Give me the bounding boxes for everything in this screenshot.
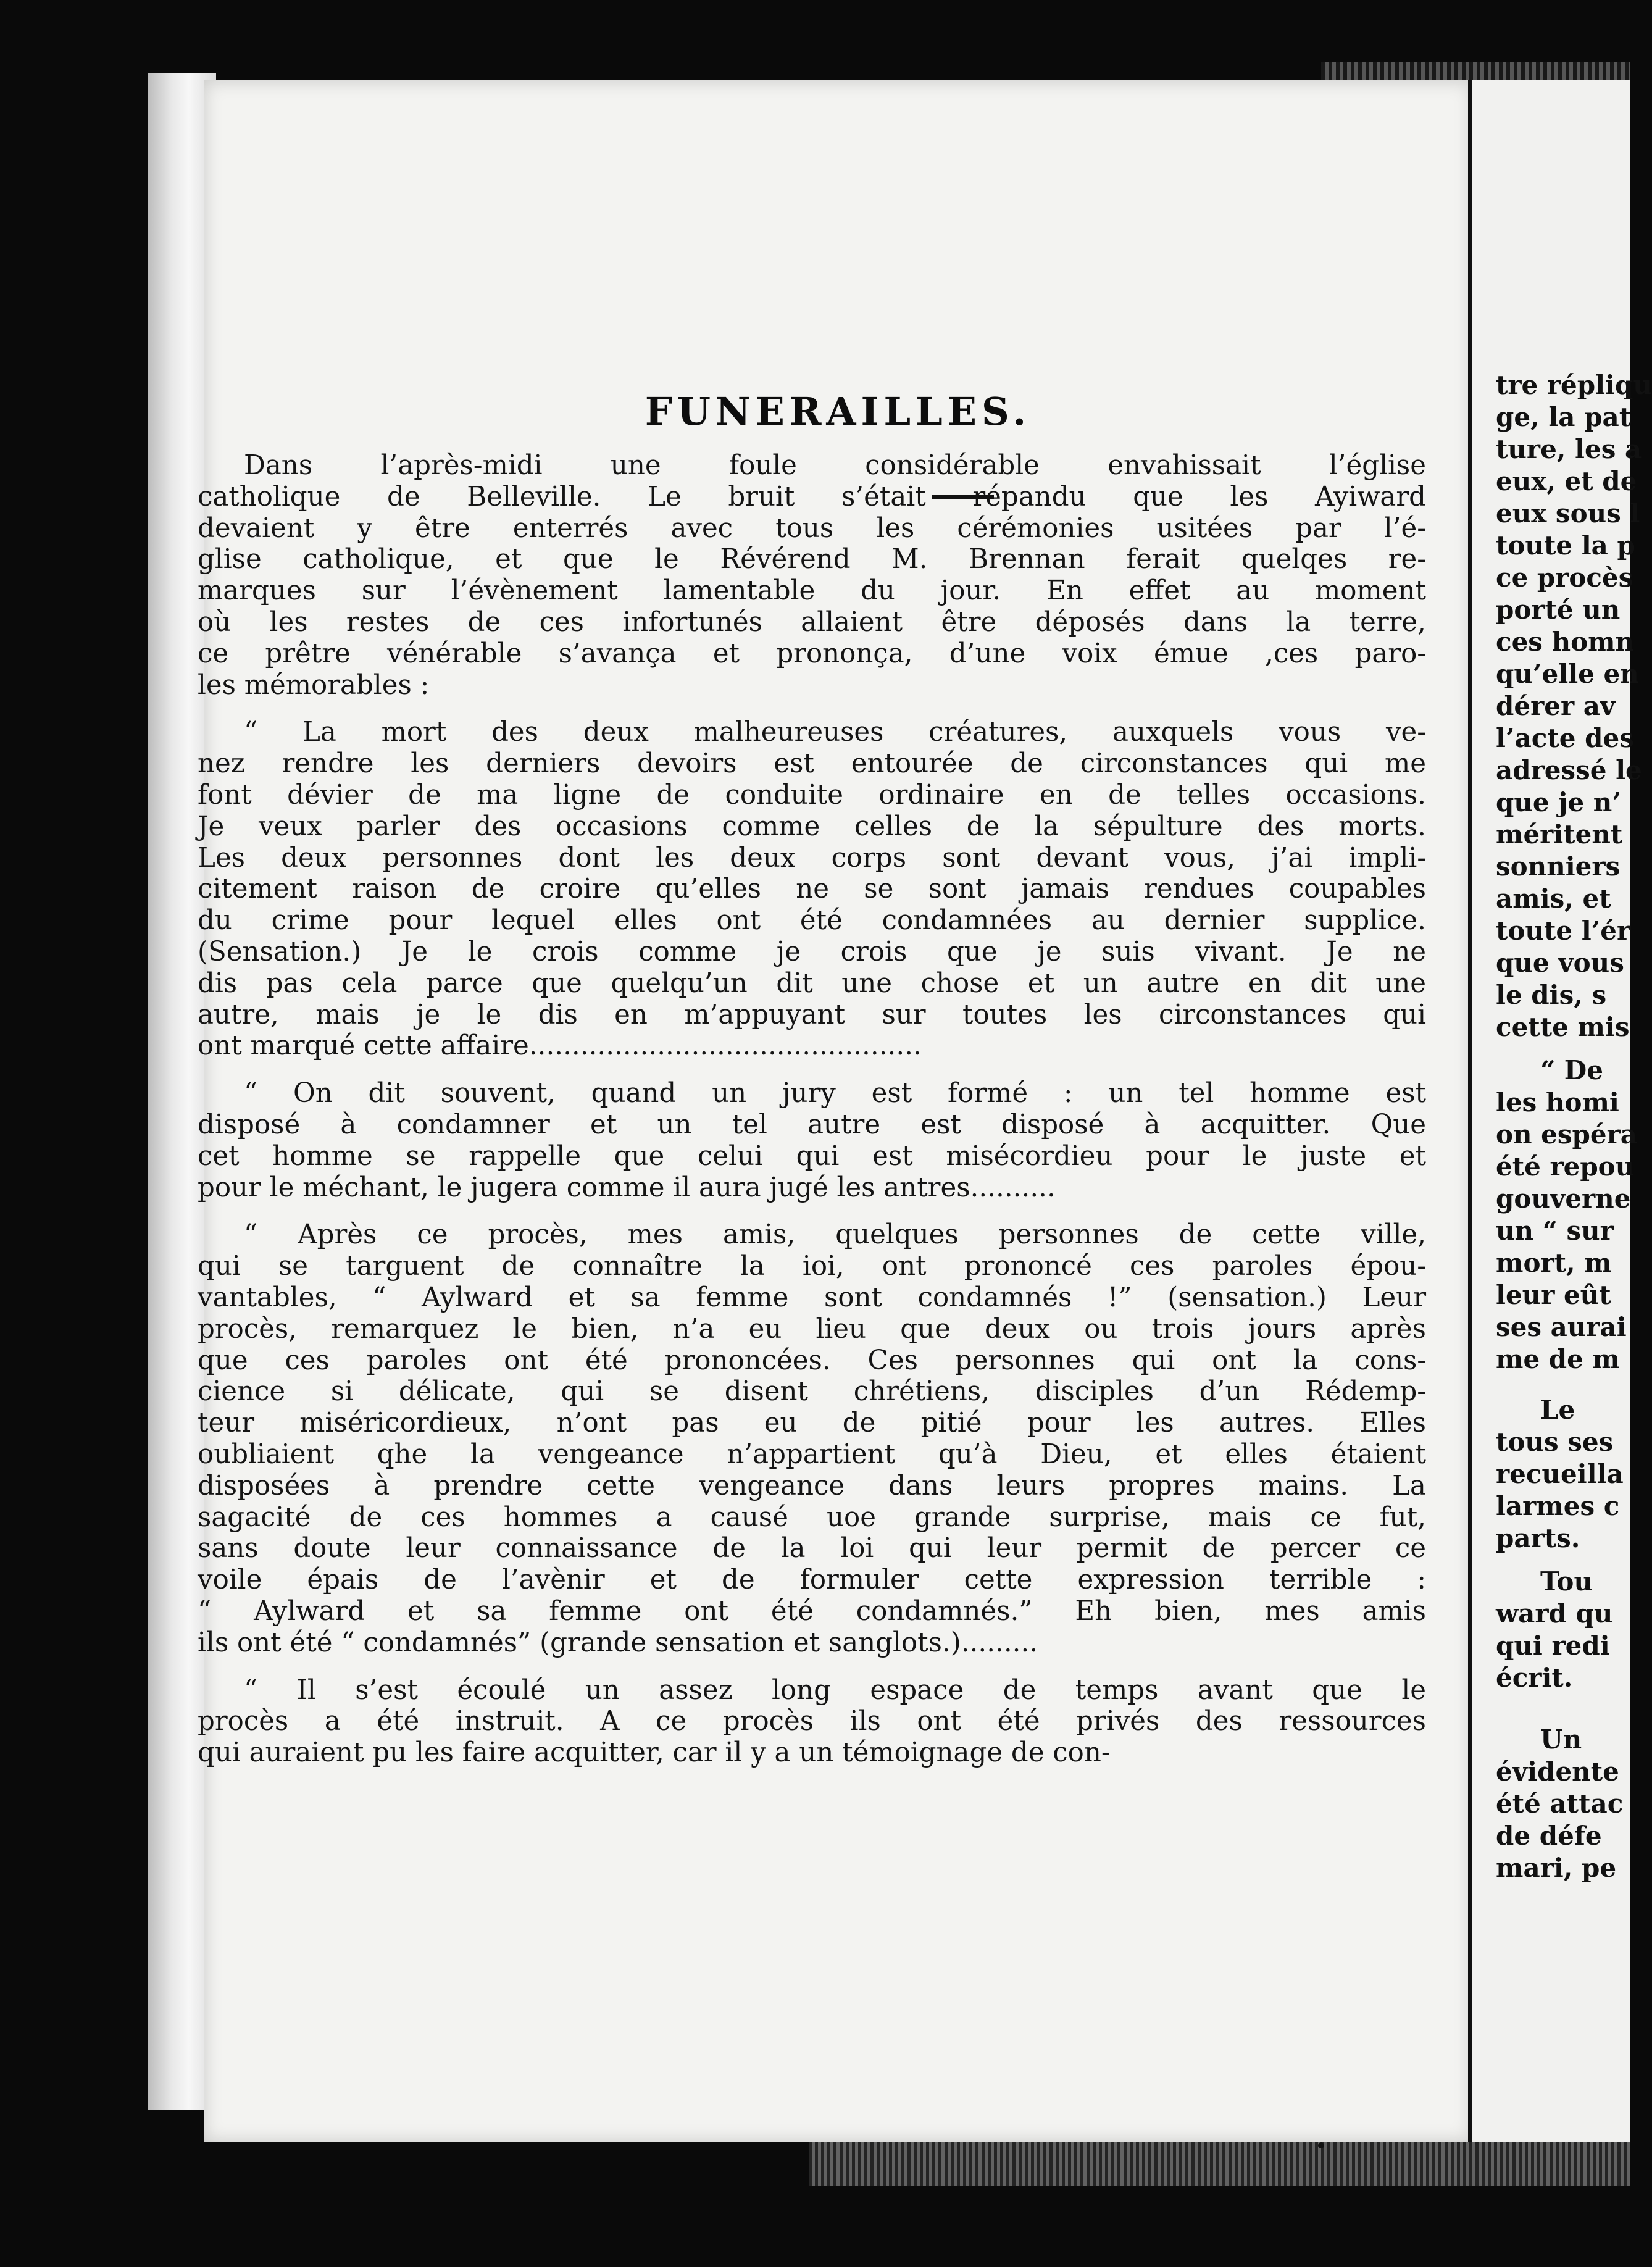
text-line: dis pas cela parce que quelqu’un dit une chose et un autre en dit une bbox=[198, 967, 1426, 999]
text-line: que ces paroles ont été prononcées. Ces personnes qui ont la cons- bbox=[198, 1345, 1426, 1376]
text-line: autre, mais je le dis en m’appuyant sur toutes les circonstances qui bbox=[198, 999, 1426, 1030]
right-text-line: porté un bbox=[1496, 595, 1621, 625]
text-line: oubliaient qhe la vengeance n’appartient qu’à Dieu, et elles étaient bbox=[198, 1439, 1426, 1470]
text-line: où les restes de ces infortunés allaient être déposés dans la terre, bbox=[198, 607, 1426, 638]
text-line: cience si délicate, qui se disent chrétiens, disciples d’un Rédemp- bbox=[198, 1376, 1426, 1408]
text-line: “ On dit souvent, quand un jury est formé : un tel homme est bbox=[244, 1078, 1426, 1109]
right-text-line: Le bbox=[1540, 1395, 1575, 1425]
right-text-line: leur eût bbox=[1496, 1280, 1611, 1310]
right-text-line: recueilla bbox=[1496, 1459, 1624, 1489]
text-line: du crime pour lequel elles ont été condamnées au dernier supplice. bbox=[198, 905, 1426, 937]
text-line: glise catholique, et que le Révérend M. Brennan ferait quelqes re- bbox=[198, 544, 1426, 575]
right-text-line: les homi bbox=[1496, 1087, 1619, 1117]
text-line: sagacité de ces hommes a causé uoe grande surprise, mais ce fut, bbox=[198, 1501, 1426, 1533]
right-text-line: été repou bbox=[1496, 1151, 1635, 1182]
right-text-line: écrit. bbox=[1496, 1663, 1573, 1693]
right-text-line: ge, la pat bbox=[1496, 402, 1632, 432]
text-line: “ Il s’est écoulé un assez long espace de temps avant que le bbox=[244, 1674, 1426, 1706]
right-text-line: mari, pe bbox=[1496, 1853, 1617, 1883]
right-text-line: adressé le bbox=[1496, 755, 1642, 785]
right-text-line: larmes c bbox=[1496, 1491, 1620, 1521]
right-text-line: de défe bbox=[1496, 1821, 1602, 1851]
right-text-line: évidente bbox=[1496, 1756, 1619, 1787]
right-page-fragment bbox=[1472, 80, 1652, 2142]
text-line: ont marqué cette affaire.............................................. bbox=[198, 1030, 922, 1062]
text-line: disposé à condamner et un tel autre est disposé à acquitter. Que bbox=[198, 1109, 1426, 1140]
text-line: citement raison de croire qu’elles ne se sont jamais rendues coupables bbox=[198, 874, 1426, 905]
text-line: disposées à prendre cette vengeance dans leurs propres mains. La bbox=[198, 1470, 1426, 1501]
page-bottom-edge bbox=[809, 2142, 1630, 2186]
text-line: “ Après ce procès, mes amis, quelques personnes de cette ville, bbox=[244, 1219, 1426, 1251]
right-text-line: méritent bbox=[1496, 819, 1623, 850]
right-text-line: on espéra bbox=[1496, 1119, 1637, 1150]
right-text-line: ses aurai bbox=[1496, 1312, 1627, 1342]
text-line: qui se targuent de connaître la ioi, ont prononcé ces paroles épou- bbox=[198, 1251, 1426, 1282]
text-line: Dans l’après-midi une foule considérable envahissait l’église bbox=[244, 450, 1426, 481]
right-text-line: ces homn bbox=[1496, 627, 1635, 657]
right-text-line: qui redi bbox=[1496, 1630, 1610, 1661]
right-text-line: eux, et de bbox=[1496, 466, 1637, 496]
right-text-line: été attac bbox=[1496, 1789, 1624, 1819]
right-text-line: eux sous l bbox=[1496, 498, 1640, 528]
text-line: pour le méchant, le jugera comme il aura jugé les antres.......... bbox=[198, 1172, 1056, 1203]
text-line: vantables, “ Aylward et sa femme sont condamnés !” (sensation.) Leur bbox=[198, 1282, 1426, 1313]
text-line: teur miséricordieux, n’ont pas eu de pitié pour les autres. Elles bbox=[198, 1408, 1426, 1439]
text-line: qui auraient pu les faire acquitter, car il y a un témoignage de con- bbox=[198, 1737, 1111, 1769]
right-text-line: dérer av bbox=[1496, 691, 1616, 721]
text-line: procès, remarquez le bien, n’a eu lieu que deux ou trois jours après bbox=[198, 1313, 1426, 1345]
right-text-line: sonniers bbox=[1496, 851, 1621, 882]
text-line: “ La mort des deux malheureuses créatures, auxquels vous ve- bbox=[244, 717, 1426, 748]
page-top-edge bbox=[1321, 62, 1630, 80]
right-text-line: tous ses bbox=[1496, 1427, 1614, 1457]
right-text-line: un “ sur bbox=[1496, 1216, 1614, 1246]
right-text-line: tre répliqu bbox=[1496, 370, 1652, 400]
right-text-line: que vous bbox=[1496, 948, 1624, 978]
ink-dot bbox=[1318, 2142, 1324, 2148]
text-line: font dévier de ma ligne de conduite ordinaire en de telles occasions. bbox=[198, 780, 1426, 811]
right-text-line: qu’elle en bbox=[1496, 659, 1639, 689]
right-text-line: gouverne bbox=[1496, 1184, 1631, 1214]
text-line: nez rendre les derniers devoirs est entourée de circonstances qui me bbox=[198, 748, 1426, 780]
right-text-line: amis, et bbox=[1496, 883, 1611, 914]
right-text-line: ward qu bbox=[1496, 1598, 1613, 1629]
text-line: (Sensation.) Je le crois comme je crois que je suis vivant. Je ne bbox=[198, 937, 1426, 967]
right-text-line: le dis, s bbox=[1496, 980, 1607, 1010]
text-line: voile épais de l’avènir et de formuler cette expression terrible : bbox=[198, 1564, 1426, 1596]
right-text-line: cette mis bbox=[1496, 1012, 1630, 1042]
right-text-line: parts. bbox=[1496, 1523, 1580, 1553]
text-line: ils ont été “ condamnés” (grande sensation et sanglots.)......... bbox=[198, 1627, 1038, 1658]
text-line: “ Aylward et sa femme ont été condamnés.” Eh bien, mes amis bbox=[198, 1596, 1426, 1627]
text-line: sans doute leur connaissance de la loi qui leur permit de percer ce bbox=[198, 1533, 1426, 1564]
text-line: cet homme se rappelle que celui qui est misécordieu pour le juste et bbox=[198, 1140, 1426, 1172]
left-page bbox=[198, 80, 1472, 2142]
text-line: catholique de Belleville. Le bruit s’était répandu que les Ayiward bbox=[198, 481, 1426, 512]
right-text-line: toute l’ér bbox=[1496, 916, 1631, 946]
right-text-line: l’acte des bbox=[1496, 723, 1634, 753]
text-line: Les deux personnes dont les deux corps sont devant vous, j’ai impli- bbox=[198, 842, 1426, 874]
section-title: FUNERAILLES. bbox=[645, 389, 1032, 434]
text-line: Je veux parler des occasions comme celles de la sépulture des morts. bbox=[198, 811, 1426, 842]
text-line: les mémorables : bbox=[198, 669, 430, 701]
text-line: devaient y être enterrés avec tous les cérémonies usitées par l’é- bbox=[198, 512, 1426, 544]
right-text-line: Un bbox=[1540, 1724, 1582, 1755]
right-text-line: mort, m bbox=[1496, 1248, 1612, 1278]
right-text-line: ture, les a bbox=[1496, 434, 1642, 464]
right-text-line: toute la p bbox=[1496, 530, 1635, 561]
right-text-line: que je n’ bbox=[1496, 787, 1621, 817]
right-text-line: me de m bbox=[1496, 1344, 1620, 1374]
right-text-line: ce procès bbox=[1496, 562, 1633, 593]
text-line: ce prêtre vénérable s’avança et prononça, d’une voix émue ,ces paro- bbox=[198, 638, 1426, 669]
text-line: procès a été instruit. A ce procès ils ont été privés des ressources bbox=[198, 1706, 1426, 1737]
text-line: marques sur l’évènement lamentable du jour. En effet au moment bbox=[198, 575, 1426, 607]
right-text-line: Tou bbox=[1540, 1566, 1593, 1597]
right-text-line: “ De bbox=[1540, 1055, 1603, 1085]
